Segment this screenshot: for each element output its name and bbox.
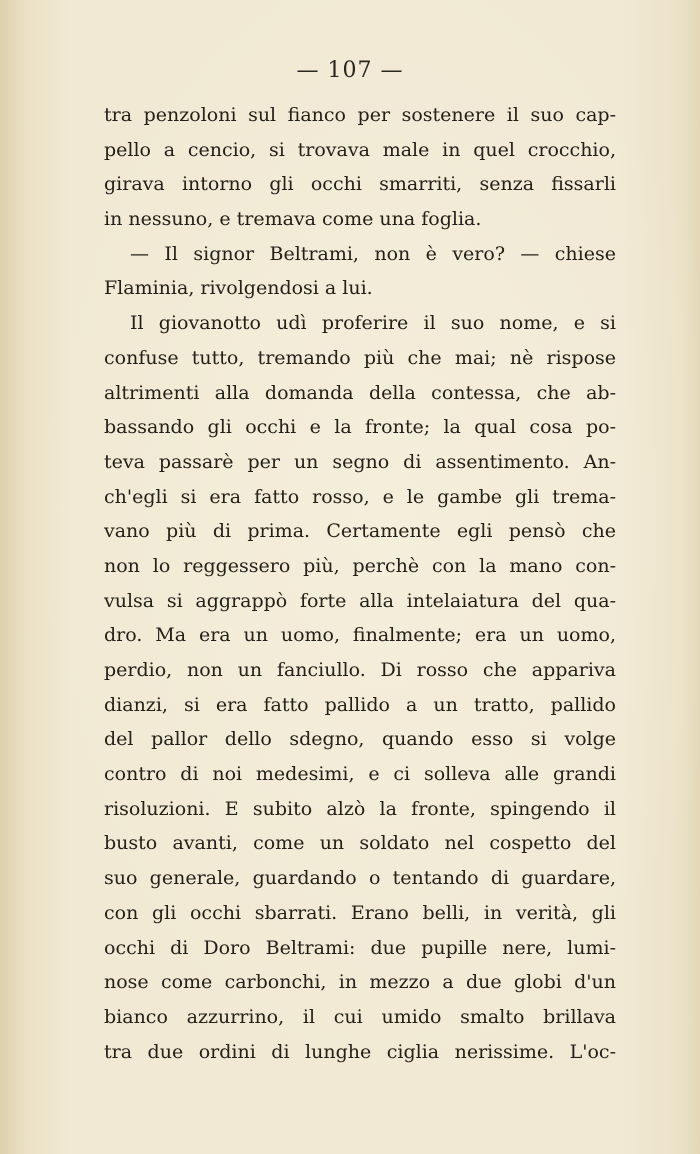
text-line: confuse tutto, tremando più che mai; nè rispose bbox=[104, 346, 616, 369]
text-line: Flaminia, rivolgendosi a lui. bbox=[104, 277, 373, 300]
text-line: tra penzoloni sul fianco per sostenere il suo cap- bbox=[104, 104, 616, 126]
text-line: girava intorno gli occhi smarriti, senza fissarli bbox=[104, 173, 616, 196]
text-line: occhi di Doro Beltrami: due pupille nere, lumi- bbox=[104, 936, 616, 959]
text-line: ch'egli si era fatto rosso, e le gambe gli trema- bbox=[104, 485, 616, 508]
text-line: Il giovanotto udì proferire il suo nome, e si bbox=[130, 312, 616, 335]
text-line: nose come carbonchi, in mezzo a due globi d'un bbox=[104, 971, 616, 994]
text-line: in nessuno, e tremava come una foglia. bbox=[104, 208, 482, 231]
body-text bbox=[104, 98, 616, 1069]
text-line: con gli occhi sbarrati. Erano belli, in verità, gli bbox=[104, 901, 616, 924]
text-line: busto avanti, come un soldato nel cospetto del bbox=[104, 832, 616, 855]
text-line: perdio, non un fanciullo. Di rosso che appariva bbox=[104, 659, 616, 681]
text-line: — Il signor Beltrami, non è vero? — chiese bbox=[130, 242, 616, 265]
text-line: teva passarè per un segno di assentimento. An- bbox=[104, 450, 616, 473]
text-line: vano più di prima. Certamente egli pensò che bbox=[104, 520, 616, 543]
text-line: contro di noi medesimi, e ci solleva alle grandi bbox=[104, 763, 616, 786]
text-line: vulsa si aggrappò forte alla intelaiatura del qua- bbox=[104, 589, 616, 612]
text-line: pello a cencio, si trovava male in quel crocchio, bbox=[104, 138, 616, 161]
text-line: bianco azzurrino, il cui umido smalto brillava bbox=[104, 1005, 616, 1028]
text-line: risoluzioni. E subito alzò la fronte, spingendo il bbox=[104, 797, 616, 820]
text-line: del pallor dello sdegno, quando esso si volge bbox=[104, 728, 616, 751]
text-line: dianzi, si era fatto pallido a un tratto, pallido bbox=[104, 693, 616, 716]
page-number: — 107 — bbox=[296, 58, 404, 83]
text-line: suo generale, guardando o tentando di guardare, bbox=[104, 867, 616, 890]
text-line: non lo reggessero più, perchè con la mano con- bbox=[104, 554, 616, 577]
text-line: altrimenti alla domanda della contessa, che ab- bbox=[104, 381, 616, 404]
text-line: tra due ordini di lunghe ciglia nerissime. L'oc- bbox=[104, 1040, 616, 1063]
text-line: dro. Ma era un uomo, finalmente; era un uomo, bbox=[104, 624, 616, 647]
text-line: bassando gli occhi e la fronte; la qual cosa po- bbox=[104, 416, 616, 439]
